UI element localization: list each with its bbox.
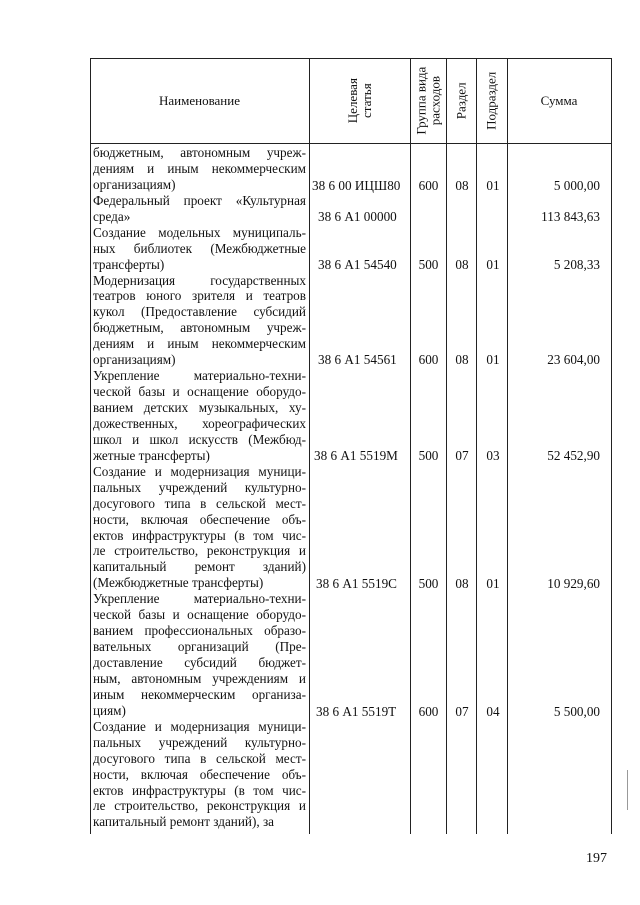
row-section: 07: [455, 448, 469, 463]
col-divider-group: [446, 58, 447, 834]
row-code: 38 6 А1 54540: [318, 257, 397, 272]
name-column: [93, 145, 306, 830]
name-line: среда»: [93, 208, 131, 224]
header-name: Наименование: [159, 92, 240, 108]
row-expense-group: 600: [418, 704, 439, 719]
row-code: 38 6 А1 5519М: [314, 448, 398, 463]
header-bottom-border: [90, 143, 612, 144]
name-line: жетные трансферты): [93, 447, 210, 463]
row-subsection: 01: [486, 178, 500, 193]
table-left-border: [90, 58, 91, 834]
row-code: 38 6 А1 00000: [318, 209, 397, 224]
name-line: ности, включая обеспечение объ-: [93, 511, 306, 527]
name-line: Федеральный проект «Культурная: [93, 192, 306, 208]
name-line: ле строительство, реконструкция и: [93, 543, 306, 559]
name-line: циям): [93, 702, 126, 718]
name-line: дениям и иным некоммерческим: [93, 336, 306, 352]
name-line: ным, автономным учреждениям и: [93, 670, 306, 686]
header-section-cell: [446, 58, 476, 143]
row-code: 38 6 00 ИЦШ80: [312, 178, 401, 193]
header-section: Раздел: [453, 82, 469, 119]
name-line: досугового типа в сельской мест-: [93, 750, 306, 766]
name-line: Создание модельных муниципаль-: [93, 224, 306, 240]
name-line: досугового типа в сельской мест-: [93, 495, 306, 511]
scan-margin-mark: [627, 770, 628, 810]
name-line: трансферты): [93, 256, 165, 272]
row-sum: 10 929,60: [547, 576, 600, 591]
row-subsection: 04: [486, 704, 500, 719]
header-target-article: Целевая статья: [344, 77, 374, 124]
name-line: ческой базы и оснащение оборудо-: [93, 384, 306, 400]
row-sum: 113 843,63: [541, 209, 600, 224]
name-line: ектов инфраструктуры (в том чис-: [93, 782, 306, 798]
row-subsection: 01: [486, 257, 500, 272]
row-subsection: 01: [486, 576, 500, 591]
name-line: организациям): [93, 176, 176, 192]
name-line: ности, включая обеспечение объ-: [93, 766, 306, 782]
name-line: Создание и модернизация муници-: [93, 463, 306, 479]
header-sum: Сумма: [540, 92, 578, 108]
name-line: дениям и иным некоммерческим: [93, 160, 306, 176]
row-expense-group: 500: [418, 257, 439, 272]
name-line: кукол (Предоставление субсидий: [93, 304, 306, 320]
row-code: 38 6 А1 5519С: [316, 576, 397, 591]
row-code: 38 6 А1 54561: [318, 352, 397, 367]
table-right-border: [611, 58, 612, 834]
name-line: доставление субсидий бюджет-: [93, 655, 306, 670]
row-sum: 52 452,90: [547, 448, 600, 463]
name-line: Укрепление материально-техни-: [93, 368, 306, 384]
col-divider-name: [309, 58, 310, 834]
row-section: 08: [455, 178, 469, 193]
row-sum: 5 000,00: [553, 178, 600, 193]
col-divider-section: [476, 58, 477, 834]
name-line: ле строительство, реконструкция и: [93, 798, 306, 814]
name-line: капитальный ремонт зданий), за: [93, 814, 275, 830]
name-line: дожественных, хореографических: [93, 415, 306, 431]
row-section: 08: [455, 352, 469, 367]
name-line: Создание и модернизация муници-: [93, 718, 306, 734]
name-line: организациям): [93, 352, 176, 368]
header-target-article-cell: [309, 58, 410, 143]
header-expense-group-cell: [410, 58, 446, 143]
row-code: 38 6 А1 5519Т: [316, 704, 397, 719]
name-line: пальных учреждений культурно-: [93, 734, 306, 750]
row-subsection: 01: [486, 352, 500, 367]
col-divider-subsection: [507, 58, 508, 834]
name-line: пальных учреждений культурно-: [93, 479, 306, 495]
row-expense-group: 600: [418, 352, 439, 367]
row-expense-group: 600: [418, 178, 439, 193]
name-line: ванием профессиональных образо-: [93, 623, 306, 639]
row-subsection: 03: [486, 448, 500, 463]
name-line: ных библиотек (Межбюджетные: [93, 240, 306, 256]
name-line: капитальный ремонт зданий): [93, 559, 306, 575]
row-section: 08: [455, 576, 469, 591]
header-name-cell: [90, 58, 309, 143]
name-line: Укрепление материально-техни-: [93, 591, 306, 607]
row-sum: 5 208,33: [553, 257, 600, 272]
row-section: 07: [455, 704, 469, 719]
name-line: ванием детских музыкальных, ху-: [93, 400, 306, 415]
name-line: театров юного зрителя и театров: [93, 288, 306, 304]
row-sum: 5 500,00: [553, 704, 600, 719]
name-line: вательных организаций (Пре-: [93, 639, 306, 655]
name-line: (Межбюджетные трансферты): [93, 575, 264, 591]
row-expense-group: 500: [418, 576, 439, 591]
name-line: бюджетным, автономным учреж-: [93, 320, 306, 336]
name-line: Модернизация государственных: [93, 272, 306, 288]
name-line: ческой базы и оснащение оборудо-: [93, 607, 306, 623]
header-subsection-cell: [476, 58, 507, 143]
name-line: ектов инфраструктуры (в том чис-: [93, 527, 306, 543]
row-sum: 23 604,00: [547, 352, 600, 367]
row-section: 08: [455, 257, 469, 272]
name-line: школ и школ искусств (Межбюд-: [93, 431, 306, 447]
header-sum-cell: [507, 58, 611, 143]
name-line: бюджетным, автономным учреж-: [93, 145, 306, 160]
name-line: иным некоммерческим организа-: [93, 686, 306, 702]
header-subsection: Подраздел: [483, 71, 499, 130]
header-expense-group: Группа вида расходов: [413, 66, 443, 135]
budget-table: [90, 58, 612, 834]
page-number: 197: [586, 851, 607, 866]
row-expense-group: 500: [418, 448, 439, 463]
